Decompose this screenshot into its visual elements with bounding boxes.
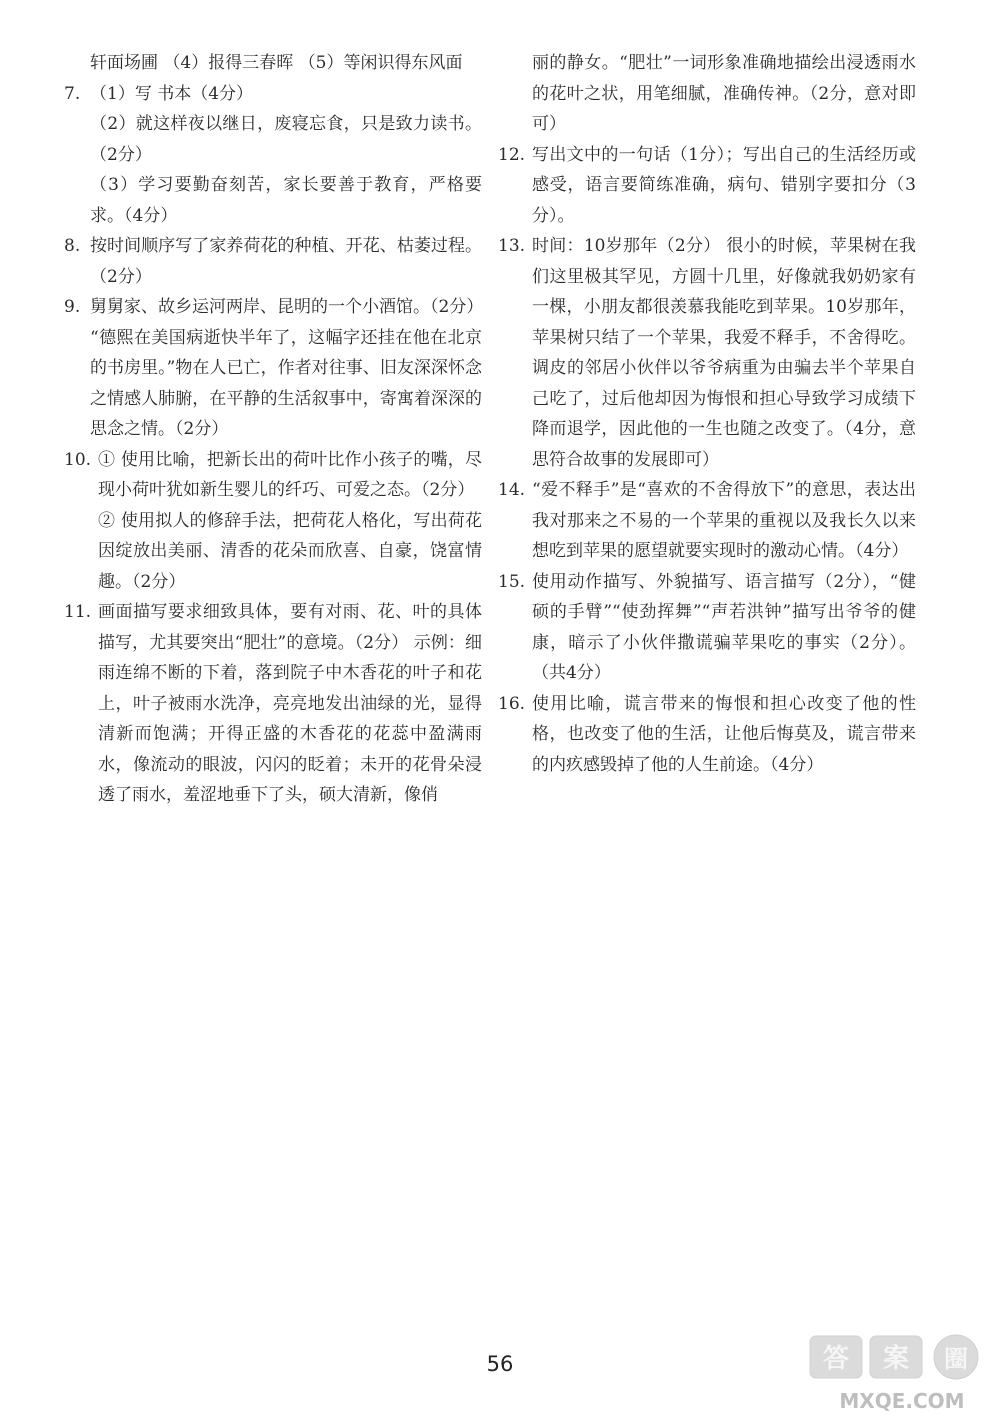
- question-number: 10.: [64, 449, 92, 470]
- answer-text: “爱不释手”是“喜欢的不舍得放下”的意思，表达出我对那来之不易的一个苹果的重视以及我长久以来想吃到苹果的愿望就要实现时的激动心情。（4分）: [532, 480, 916, 561]
- question-number: 9.: [64, 297, 81, 317]
- intro-line: 轩面场圃 （4）报得三春晖 （5）等闲识得东风面: [90, 53, 463, 73]
- answer-body: [90, 292, 482, 445]
- question-9: [64, 292, 482, 445]
- question-12: [498, 140, 916, 232]
- answer-text: 按时间顺序写了家养荷花的种植、开花、枯萎过程。（2分）: [90, 236, 482, 287]
- continuation-text: 丽的静女。“肥壮”一词形象准确地描绘出浸透雨水的花叶之状，用笔细腻，准确传神。（2分，意对即可）: [532, 53, 916, 134]
- watermark-char-1: 答: [822, 1344, 850, 1374]
- question-number: 11.: [64, 602, 92, 622]
- answer-text: 时间：10岁那年（2分） 很小的时候，苹果树在我们这里极其罕见，方圆十几里，好像就我奶奶家有一棵，小朋友都很羡慕我能吃到苹果。10岁那年，苹果树只结了一个苹果，我爱不释手，不舍得吃。调皮的邻居小伙伴以爷爷病重为由骗去半个苹果自己吃了，过后他却因为悔恨和担心导致学习成绩下降而退学，因此他的一生也随之改变了。（4分，意思符合故事的发展即可）: [532, 236, 916, 470]
- answer-line: “德熙在美国病逝快半年了，这幅字还挂在他在北京的书房里。”物在人已亡，作者对往事、旧友深深怀念之情感人肺腑，在平静的生活叙事中，寄寓着深深的思念之情。（2分）: [90, 327, 482, 439]
- answer-text: 使用动作描写、外貌描写、语言描写（2分），“健硕的手臂”“使劲挥舞”“声若洪钟”描写出爷爷的健康，暗示了小伙伴撒谎骗苹果吃的事实（2分）。（共4分）: [532, 571, 916, 683]
- answer-text: 画面描写要求细致具体，要有对雨、花、叶的具体描写，尤其要突出“肥壮”的意境。（2分） 示例：细雨连绵不断的下着，落到院子中木香花的叶子和花上，叶子被雨水洗净，亮亮地发出油绿的光，显得清新而饱满；开得正盛的木香花的花蕊中盈满雨水，像流动的眼波，闪闪的眨着；未开的花骨朵浸透了雨水，羞涩地垂下了头，硕大清新，像俏: [98, 602, 482, 805]
- answer-line: （3）学习要勤奋刻苦，家长要善于教育，严格要求。（4分）: [90, 175, 482, 226]
- question-number: 14.: [498, 480, 526, 500]
- left-column: [64, 48, 482, 811]
- answer-body: [98, 445, 482, 598]
- question-14: [498, 475, 916, 567]
- page-number: 56: [486, 1352, 514, 1376]
- question-8: [64, 231, 482, 292]
- question-number: 12.: [498, 144, 526, 165]
- question-7: [64, 79, 482, 232]
- question-number: 16.: [498, 693, 526, 714]
- question-number: 8.: [64, 236, 81, 256]
- watermark-url: MXQE.COM: [839, 1389, 965, 1413]
- answer-line: 舅舅家、故乡运河两岸、昆明的一个小酒馆。（2分）: [90, 297, 484, 317]
- watermark-char-3: 圈: [944, 1345, 968, 1373]
- question-number: 13.: [498, 236, 526, 256]
- question-11: [64, 597, 482, 811]
- watermark-logo: [806, 1330, 992, 1416]
- question-10: [64, 445, 482, 598]
- answer-line: （1）写 书本（4分）: [90, 83, 254, 104]
- answer-text: 写出文中的一句话（1分）；写出自己的生活经历或感受，语言要简练准确，病句、错别字要扣分（3分）。: [532, 144, 916, 226]
- answer-text: 使用比喻，谎言带来的悔恨和担心改变了他的性格，也改变了他的生活，让他后悔莫及，谎言带来的内疚感毁掉了他的人生前途。（4分）: [532, 693, 916, 775]
- answer-body: [90, 79, 482, 232]
- question-number: 15.: [498, 571, 526, 592]
- answer-line: （2）就这样夜以继日，废寝忘食，只是致力读书。（2分）: [90, 114, 482, 165]
- right-column: [498, 48, 916, 780]
- question-16: [498, 689, 916, 781]
- watermark-char-2: 案: [882, 1344, 910, 1374]
- answer-line: ② 使用拟人的修辞手法，把荷花人格化，写出荷花因绽放出美丽、清香的花朵而欣喜、自豪，饶富情趣。（2分）: [98, 510, 482, 592]
- question-15: [498, 567, 916, 689]
- answer-line: ① 使用比喻，把新长出的荷叶比作小孩子的嘴，尽现小荷叶犹如新生婴儿的纤巧、可爱之态。（2分）: [98, 449, 482, 500]
- question-13: [498, 231, 916, 475]
- question-number: 7.: [64, 83, 81, 104]
